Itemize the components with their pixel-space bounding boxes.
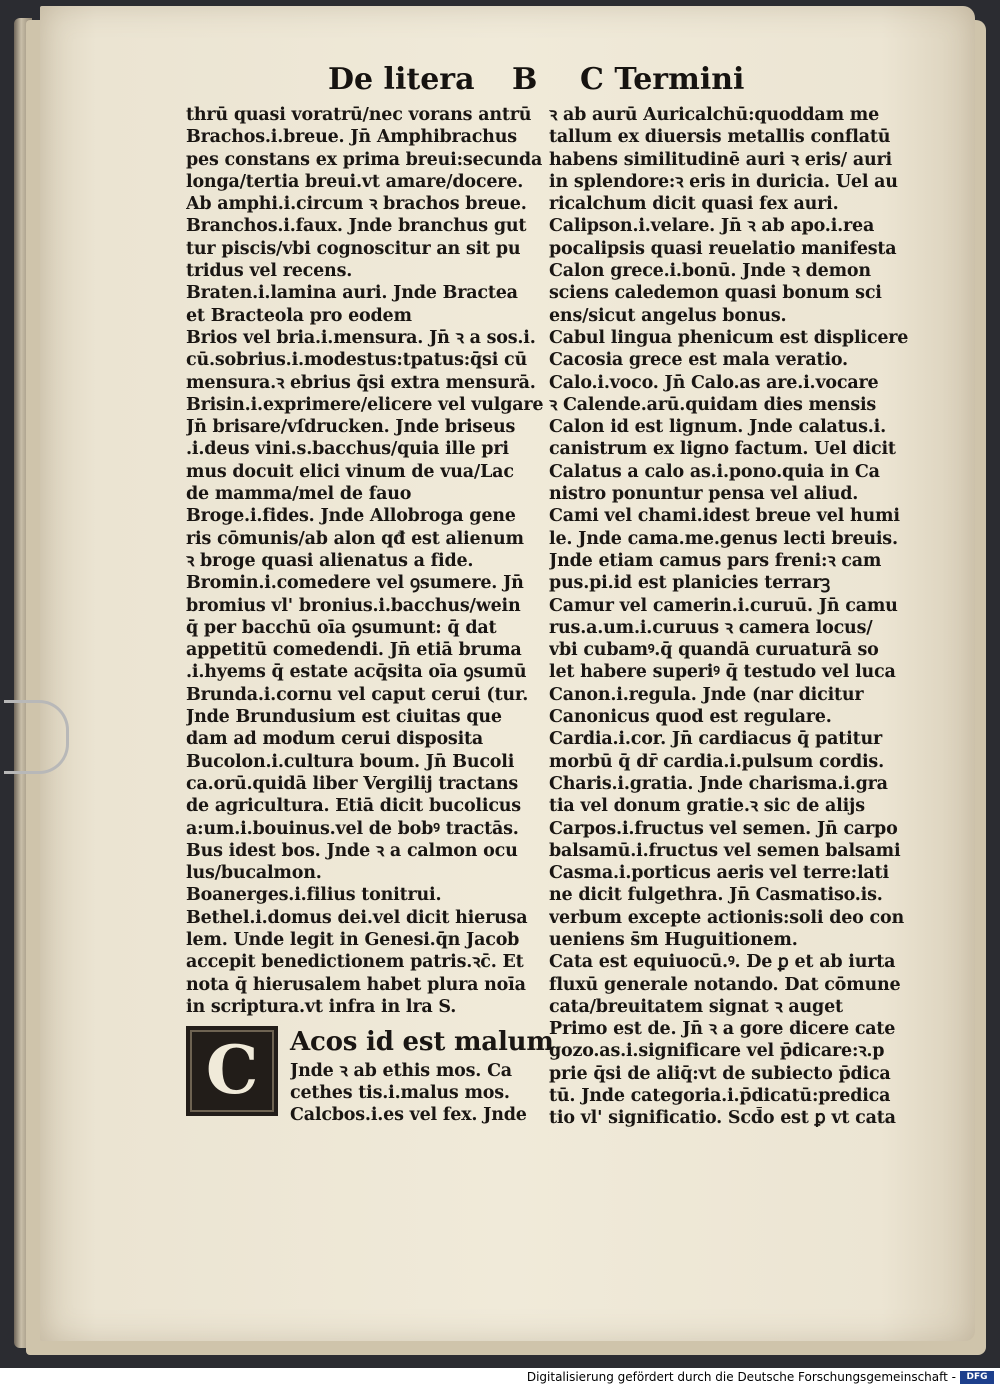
text-line: tridus vel recens.: [186, 261, 353, 282]
text-line: morbū q̄ dr̄ cardia.i.pulsum cordis.: [549, 751, 884, 772]
text-line: ne dicit fulgethra. Jn̄ Casmatiso.is.: [549, 885, 883, 906]
text-line: prie q̄si de aliq̄:vt de subiecto p̄dica: [549, 1063, 891, 1084]
text-line: pes constans ex prima breui:secunda: [186, 149, 543, 170]
text-line: Cami vel chami.idest breue vel humi: [549, 506, 900, 527]
text-line: longa/tertia breui.vt amare/docere.: [186, 171, 524, 192]
text-line: ꝛ broge quasi alienatus a fide.: [186, 550, 474, 571]
text-line: Calon grece.i.bonū. Jnde ꝛ demon: [549, 261, 871, 282]
text-line: tallum ex diuersis metallis conflatū: [549, 127, 891, 148]
text-line: mensura.ꝛ ebrius q̄si extra mensurā.: [186, 372, 536, 393]
text-line: ens/sicut angelus bonus.: [549, 305, 787, 326]
text-line: Jnde ꝛ ab ethis mos. Ca: [290, 1061, 512, 1082]
text-line: cethes tis.i.malus mos.: [290, 1083, 510, 1104]
text-line: mus docuit elici vinum de vua/Lac: [186, 461, 514, 482]
text-line: rus.a.um.i.curuus ꝛ camera locus/: [549, 617, 873, 638]
text-line: let habere superiꝰ q̄ testudo vel luca: [549, 662, 896, 683]
text-line: Jnde etiam camus pars freni:ꝛ cam: [549, 550, 882, 571]
text-line: canistrum ex ligno factum. Uel dicit: [549, 439, 896, 460]
text-line: ueniens s̄m Huguitionem.: [549, 929, 798, 950]
text-line: tū. Jnde categoria.i.p̄dicatū:predica: [549, 1086, 891, 1107]
text-line: Calo.i.voco. Jn̄ Calo.as are.i.vocare: [549, 372, 879, 393]
text-line: Boanerges.i.filius tonitrui.: [186, 885, 442, 906]
text-line: dam ad modum cerui disposita: [186, 729, 484, 750]
text-line: nistro ponuntur pensa vel aliud.: [549, 484, 859, 505]
paper-clip: [4, 700, 69, 774]
text-line: Canon.i.regula. Jnde (nar dicitur: [549, 684, 864, 705]
right-column-lines: [549, 104, 909, 1130]
right-text-column: [549, 104, 909, 1130]
text-line: thrū quasi voratrū/nec vorans antrū: [186, 105, 532, 125]
text-line: Brachos.i.breue. Jn̄ Amphibrachus: [186, 127, 517, 148]
text-line: ꝛ ab aurū Auricalchū:quoddam me: [549, 105, 880, 125]
text-line: Brisin.i.exprimere/elicere vel vulgare: [186, 394, 544, 415]
text-line: in scriptura.vt infra in lra S.: [186, 996, 457, 1017]
text-line: lem. Unde legit in Genesi.q̄n Jacob: [186, 929, 520, 950]
text-line: bromius vl' bronius.i.bacchus/wein: [186, 595, 521, 616]
text-line: gozo.as.i.significare vel p̄dicare:ꝛ.p: [549, 1041, 885, 1062]
text-line: Cabul lingua phenicum est displicere: [549, 327, 909, 348]
text-line: a:um.i.bouinus.vel de bobꝰ tractās.: [186, 818, 519, 839]
text-line: Casma.i.porticus aeris vel terre:lati: [549, 863, 889, 884]
footer-bar: [0, 1368, 1000, 1387]
text-line: de agricultura. Etiā dicit bucolicus: [186, 796, 521, 817]
text-line: tio vl' significatio. Scd̄o est ꝑ vt cata: [549, 1108, 896, 1129]
text-line: et Bracteola pro eodem: [186, 305, 412, 326]
text-line: Brios vel bria.i.mensura. Jn̄ ꝛ a sos.i.: [186, 327, 536, 348]
text-line: Jn̄ brisare/vſdrucken. Jnde briseus: [186, 417, 516, 438]
header-title-left: De litera: [328, 62, 475, 97]
text-line: Primo est de. Jn̄ ꝛ a gore dicere cate: [549, 1019, 896, 1040]
text-line: verbum excepte actionis:soli deo con: [549, 907, 904, 928]
running-header: [0, 62, 1000, 102]
text-line: .i.hyems q̄ estate acq̄sita oīa ꝯsumū: [186, 662, 527, 683]
text-line: Brunda.i.cornu vel caput cerui (tur.: [186, 684, 529, 705]
text-line: tia vel donum gratie.ꝛ sic de alijs: [549, 796, 865, 817]
text-line: le. Jnde cama.me.genus lecti breuis.: [549, 528, 898, 549]
left-column-lines: [186, 104, 546, 1018]
header-letter-b: B: [512, 62, 538, 97]
text-line: Cata est equiuocū.ꝰ. De ꝑ et ab iurta: [549, 952, 896, 973]
text-line: habens similitudinē auri ꝛ eris/ auri: [549, 149, 892, 170]
text-line: Calon id est lignum. Jnde calatus.i.: [549, 417, 886, 438]
text-line: in splendore:ꝛ eris in duricia. Uel au: [549, 171, 898, 192]
text-line: ricalchum dicit quasi fex auri.: [549, 194, 839, 215]
text-line: nota q̄ hierusalem habet plura noīa: [186, 974, 526, 995]
text-line: Calipson.i.velare. Jn̄ ꝛ ab apo.i.rea: [549, 216, 875, 237]
text-line: sciens caledemon quasi bonum sci: [549, 283, 882, 304]
footer-credit: Digitalisierung gefördert durch die Deutsche Forschungsgemeinschaft -: [526, 1370, 956, 1384]
text-line: Canonicus quod est regulare.: [549, 707, 832, 728]
text-line: cata/breuitatem signat ꝛ auget: [549, 996, 843, 1017]
text-line: Charis.i.gratia. Jnde charisma.i.gra: [549, 773, 888, 794]
text-line: Calcbos.i.es vel fex. Jnde: [290, 1105, 527, 1126]
text-line: ꝛ Calende.arū.quidam dies mensis: [549, 394, 877, 415]
text-line: .i.deus vini.s.bacchus/quia ille pri: [186, 439, 509, 460]
text-line: Cacosia grece est mala veratio.: [549, 350, 848, 371]
decorated-initial: C: [186, 1026, 278, 1116]
text-line: balsamū.i.fructus vel semen balsami: [549, 840, 901, 861]
text-line: lus/bucalmon.: [186, 863, 322, 884]
text-line: Camur vel camerin.i.curuū. Jn̄ camu: [549, 595, 898, 616]
dfg-logo: DFG: [960, 1371, 994, 1384]
text-line: Calatus a calo as.i.pono.quia in Ca: [549, 461, 880, 482]
text-line: de mamma/mel de fauo: [186, 484, 412, 505]
text-line: fluxū generale notando. Dat cōmune: [549, 974, 901, 995]
text-line: Bucolon.i.cultura boum. Jn̄ Bucoli: [186, 751, 515, 772]
text-line: Bethel.i.domus dei.vel dicit hierusa: [186, 907, 528, 928]
text-line: Ab amphi.i.circum ꝛ brachos breue.: [186, 194, 527, 215]
text-line: Bromin.i.comedere vel ꝯsumere. Jn̄: [186, 573, 524, 594]
text-line: Branchos.i.faux. Jnde branchus gut: [186, 216, 527, 237]
text-line: Braten.i.lamina auri. Jnde Bractea: [186, 283, 518, 304]
initial-section-lines: [290, 1060, 527, 1126]
text-line: Bus idest bos. Jnde ꝛ a calmon ocu: [186, 840, 518, 861]
left-text-column: [186, 104, 554, 1126]
text-line: Cardia.i.cor. Jn̄ cardiacus q̄ patitur: [549, 729, 882, 750]
text-line: accepit benedictionem patris.ꝛc̄. Et: [186, 952, 524, 973]
initial-first-line: Acos id est malum: [290, 1027, 554, 1058]
text-line: vbi cubamꝰ.q̄ quandā curuaturā so: [549, 640, 879, 661]
initial-section: [186, 1026, 554, 1126]
header-title-right: C Termini: [580, 62, 745, 97]
text-line: q̄ per bacchū oīa ꝯsumunt: q̄ dat: [186, 617, 497, 638]
text-line: tur piscis/vbi cognoscitur an sit pu: [186, 238, 521, 259]
text-line: pocalipsis quasi reuelatio manifesta: [549, 238, 897, 259]
text-line: Jnde Brundusium est ciuitas que: [186, 707, 502, 728]
text-line: Broge.i.fides. Jnde Allobroga gene: [186, 506, 516, 527]
text-line: ris cōmunis/ab alon qđ est alienum: [186, 528, 524, 549]
text-line: ca.orū.quidā liber Vergilij tractans: [186, 773, 519, 794]
text-line: Carpos.i.fructus vel semen. Jn̄ carpo: [549, 818, 898, 839]
text-line: appetitū comedendi. Jn̄ etiā bruma: [186, 640, 522, 661]
text-line: pus.pi.id est planicies terrarꝫ: [549, 573, 830, 594]
text-line: cū.sobrius.i.modestus:tpatus:q̄si cū: [186, 350, 528, 371]
